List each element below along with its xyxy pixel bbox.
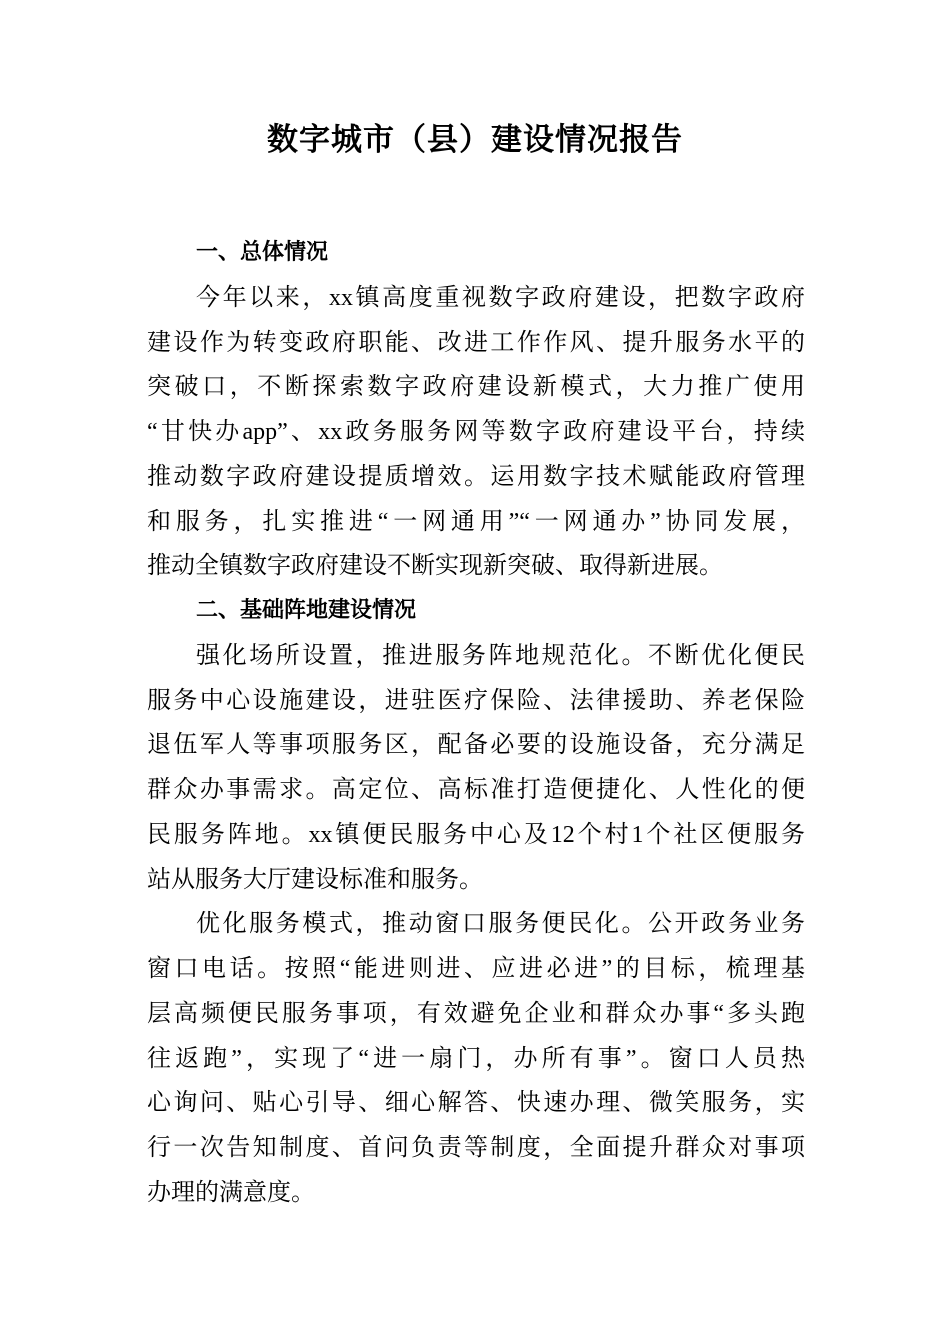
paragraph-line: 层高频便民服务事项，有效避免企业和群众办事“多头跑	[147, 1000, 805, 1027]
paragraph-line: 强化场所设置，推进服务阵地规范化。不断优化便民	[196, 642, 805, 669]
section-heading: 二、基础阵地建设情况	[196, 598, 417, 623]
paragraph-line: 心询问、贴心引导、细心解答、快速办理、微笑服务，实	[147, 1090, 805, 1117]
paragraph-line: 和服务，扎实推进“一网通用”“一网通办”协同发展，	[147, 508, 805, 535]
paragraph-line: 突破口，不断探索数字政府建设新模式，大力推广使用	[147, 374, 805, 401]
paragraph-line: 办理的满意度。	[147, 1179, 315, 1206]
paragraph-line: 群众办事需求。高定位、高标准打造便捷化、人性化的便	[147, 777, 805, 803]
paragraph-line: 往返跑”，实现了“进一扇门，办所有事”。窗口人员热	[147, 1045, 805, 1072]
paragraph-line: 服务中心设施建设，进驻医疗保险、法律援助、养老保险	[147, 687, 805, 714]
paragraph-line: 推动全镇数字政府建设不断实现新突破、取得新进展。	[147, 553, 723, 580]
section-heading: 一、总体情况	[196, 240, 329, 265]
paragraph-line: “甘快办app”、xx政务服务网等数字政府建设平台，持续	[147, 419, 805, 445]
paragraph-line: 推动数字政府建设提质增效。运用数字技术赋能政府管理	[147, 463, 805, 490]
paragraph-line: 站从服务大厅建设标准和服务。	[147, 866, 483, 893]
paragraph-line: 退伍军人等事项服务区，配备必要的设施设备，充分满足	[147, 732, 805, 759]
document-title: 数字城市（县）建设情况报告	[267, 122, 683, 158]
paragraph-line: 今年以来，xx镇高度重视数字政府建设，把数字政府	[196, 284, 805, 311]
paragraph	[147, 902, 805, 1215]
paragraph	[147, 276, 805, 589]
paragraph-line: 窗口电话。按照“能进则进、应进必进”的目标，梳理基	[147, 956, 805, 982]
paragraph-line: 行一次告知制度、首问负责等制度，全面提升群众对事项	[147, 1135, 805, 1161]
paragraph-line: 建设作为转变政府职能、改进工作作风、提升服务水平的	[147, 329, 805, 356]
document-body	[147, 231, 805, 1216]
paragraph-line: 民服务阵地。xx镇便民服务中心及12个村1个社区便服务	[147, 821, 805, 848]
paragraph	[147, 634, 805, 903]
paragraph-line: 优化服务模式，推动窗口服务便民化。公开政务业务	[196, 911, 805, 938]
